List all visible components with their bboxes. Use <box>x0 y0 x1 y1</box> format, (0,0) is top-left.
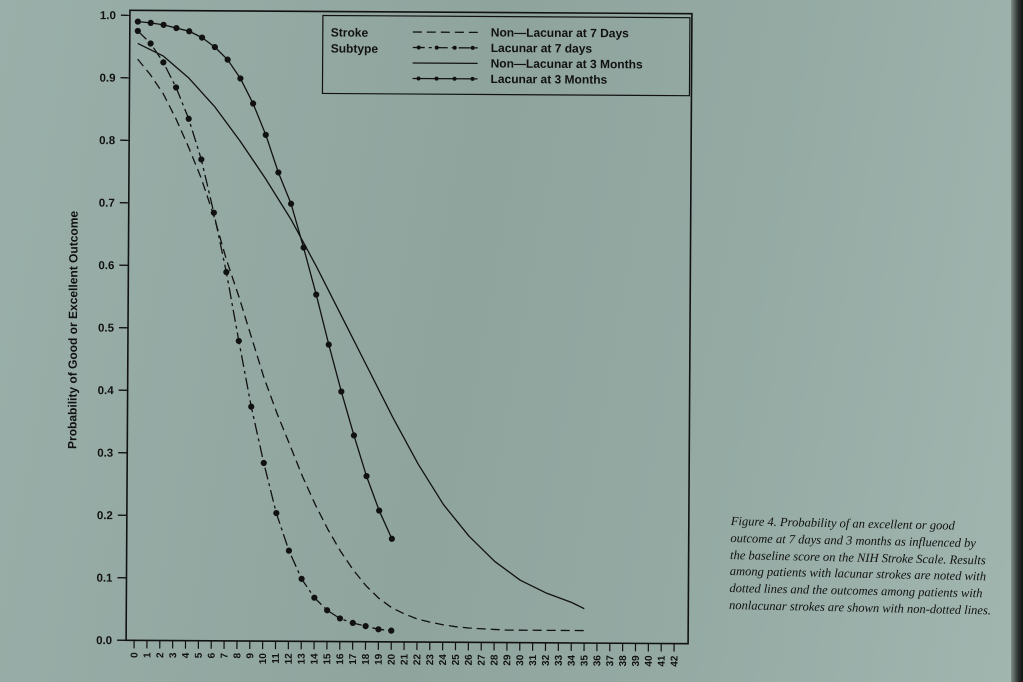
x-tick-label: 6 <box>206 652 218 659</box>
series-2-point <box>299 576 305 582</box>
series-4-point <box>199 34 205 40</box>
y-tick-label: 1.0 <box>99 10 116 23</box>
figure-caption-text: Probability of an excellent or good outcome at 7 days and 3 months as influenced by the baseline score on the NIH Stroke Scale. Results among patients with lacunar strokes are noted with dotted lines and the outcomes among patients with nonlacunar strokes are shown with non-dotted lines. <box>728 515 992 618</box>
series-2-point <box>223 269 229 275</box>
x-tick-label: 0 <box>129 652 141 658</box>
y-tick-label: 0.1 <box>96 572 113 585</box>
y-tick-label: 0.3 <box>97 447 114 460</box>
series-2-point <box>147 40 153 46</box>
x-tick-label: 32 <box>540 654 552 666</box>
series-4-point <box>135 18 141 24</box>
x-tick-label: 34 <box>566 654 578 667</box>
series-4-point <box>160 22 166 28</box>
x-tick-label: 10 <box>258 653 270 665</box>
x-tick-label: 33 <box>553 654 565 667</box>
y-tick-label: 0.7 <box>98 197 115 210</box>
legend-entry-3: Non—Lacunar at 3 Months <box>490 56 643 72</box>
x-tick-label: 39 <box>630 655 642 667</box>
legend-marker <box>435 77 439 81</box>
x-tick-label: 18 <box>360 653 372 665</box>
y-axis-label: Probability of Good or Excellent Outcome <box>65 210 81 449</box>
x-tick-label: 2 <box>155 652 167 659</box>
series-line-2 <box>134 31 395 631</box>
figure-caption <box>729 513 993 619</box>
series-2-point <box>375 626 381 632</box>
legend-marker <box>453 46 457 50</box>
legend-marker <box>453 77 457 81</box>
x-tick-label: 41 <box>656 655 668 667</box>
x-tick-label: 36 <box>592 655 604 667</box>
x-tick-label: 17 <box>348 653 360 665</box>
series-4-point <box>173 25 179 31</box>
series-4-point <box>376 507 382 513</box>
legend-title: Subtype <box>330 41 379 56</box>
x-tick-label: 7 <box>219 652 231 659</box>
x-tick-label: 9 <box>245 652 257 659</box>
y-tick-label: 0.6 <box>98 260 115 273</box>
x-tick-label: 24 <box>438 654 450 666</box>
series-2-point <box>273 510 279 516</box>
series-4-point <box>275 169 281 175</box>
series-2-point <box>261 460 267 466</box>
x-tick-label: 22 <box>412 654 424 666</box>
x-tick-label: 16 <box>335 653 347 665</box>
series-4-point <box>326 342 332 348</box>
series-4-point <box>288 201 294 207</box>
x-tick-label: 8 <box>232 652 244 659</box>
legend-entry-2: Lacunar at 7 days <box>490 40 593 56</box>
series-2-point <box>363 623 369 629</box>
series-4-point <box>263 132 269 138</box>
series-4-point <box>389 536 395 542</box>
series-4-point <box>212 44 218 50</box>
x-tick-label: 3 <box>168 652 180 659</box>
legend-marker <box>417 46 421 50</box>
series-2-point <box>173 84 179 90</box>
series-2-point <box>324 607 330 613</box>
y-tick-label: 0.5 <box>97 322 115 335</box>
series-4-point <box>250 100 256 106</box>
y-tick-label: 0.9 <box>99 72 116 85</box>
x-tick-label: 37 <box>605 655 617 667</box>
legend-marker <box>417 77 421 81</box>
series-2-point <box>286 548 292 554</box>
x-tick-label: 42 <box>669 655 681 667</box>
legend-entry-4: Lacunar at 3 Months <box>490 71 608 87</box>
y-tick-label: 0.0 <box>96 635 113 648</box>
series-2-point <box>248 404 254 410</box>
legend-marker <box>471 77 475 81</box>
series-2-point <box>135 28 141 34</box>
series-4-point <box>186 28 192 34</box>
x-tick-label: 20 <box>386 653 398 666</box>
x-tick-label: 14 <box>309 653 321 665</box>
series-2-point <box>211 210 217 216</box>
x-tick-label: 15 <box>322 653 334 665</box>
x-tick-label: 38 <box>618 655 630 667</box>
x-tick-label: 27 <box>476 654 488 666</box>
series-group <box>131 18 588 634</box>
x-tick-label: 19 <box>373 653 385 665</box>
series-4-point <box>313 291 319 297</box>
series-2-point <box>160 59 166 65</box>
plot-frame <box>126 10 692 643</box>
x-tick-label: 26 <box>463 654 475 666</box>
series-4-point <box>338 388 344 394</box>
series-4-point <box>148 20 154 26</box>
figure-label: Figure 4. <box>730 513 778 529</box>
legend-marker <box>471 46 475 50</box>
series-2-point <box>186 116 192 122</box>
series-4-point <box>225 57 231 63</box>
series-4-point <box>351 432 357 438</box>
legend-entry-1: Non—Lacunar at 7 Days <box>490 25 629 41</box>
series-4-point <box>363 473 369 479</box>
x-tick-label: 5 <box>193 652 205 659</box>
x-tick-label: 23 <box>425 654 437 666</box>
x-tick-label: 13 <box>296 653 308 665</box>
series-2-point <box>311 595 317 601</box>
y-tick-label: 0.8 <box>99 135 116 148</box>
series-line-3 <box>134 43 587 608</box>
legend-title: Stroke <box>330 25 369 40</box>
x-tick-label: 30 <box>515 654 527 666</box>
x-tick-label: 4 <box>180 652 192 659</box>
series-2-point <box>236 338 242 344</box>
x-tick-label: 12 <box>283 653 295 665</box>
x-tick-label: 35 <box>579 655 591 667</box>
y-tick-label: 0.4 <box>97 385 114 398</box>
x-tick-label: 11 <box>270 653 282 664</box>
legend-marker <box>435 46 439 50</box>
series-4-point <box>237 75 243 81</box>
series-2-point <box>337 615 343 621</box>
series-2-point <box>350 620 356 626</box>
x-tick-label: 1 <box>142 652 154 659</box>
series-line-1 <box>134 59 587 630</box>
y-tick-label: 0.2 <box>96 510 113 523</box>
series-4-point <box>301 244 307 250</box>
series-2-point <box>388 628 394 634</box>
x-tick-label: 28 <box>489 654 501 666</box>
x-tick-label: 40 <box>643 655 655 667</box>
series-2-point <box>198 156 204 162</box>
x-tick-label: 25 <box>450 654 462 666</box>
x-tick-label: 31 <box>528 654 540 666</box>
x-tick-label: 21 <box>399 653 411 666</box>
x-tick-label: 29 <box>502 654 514 666</box>
